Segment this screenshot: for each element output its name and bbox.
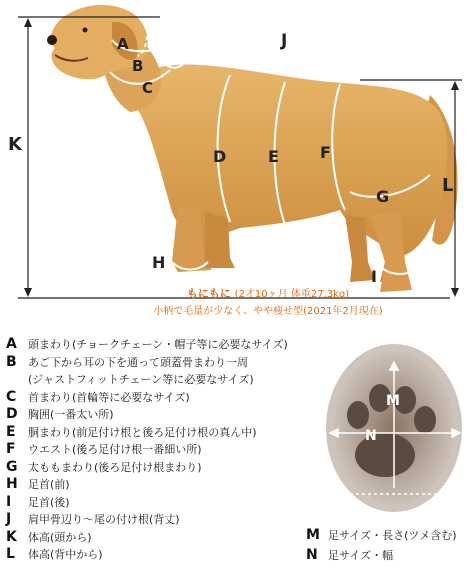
legend-text: あご下から耳の下を通って頭蓋骨まわり一周 bbox=[28, 355, 248, 369]
legend-text: (ジャストフィットチェーン等に必要なサイズ) bbox=[28, 373, 254, 386]
legend-text: 胸囲(一番太い所) bbox=[28, 408, 114, 421]
label-n: N bbox=[365, 428, 377, 444]
legend-text: 体高(背中から) bbox=[28, 548, 103, 561]
legend-key: C bbox=[6, 388, 17, 405]
paw-legend bbox=[306, 527, 456, 567]
label-b: B bbox=[132, 57, 144, 75]
legend-row bbox=[6, 511, 336, 529]
label-l: L bbox=[442, 175, 454, 196]
dog-description: 小柄で毛量が少なく、やや痩せ型(2021年2月現在) bbox=[153, 306, 383, 317]
measurement-legend bbox=[6, 336, 336, 564]
legend-row bbox=[6, 389, 336, 407]
dog-illustration bbox=[47, 5, 458, 292]
legend-key: A bbox=[6, 336, 17, 352]
legend-key: L bbox=[6, 546, 15, 562]
label-e: E bbox=[268, 147, 279, 166]
legend-row bbox=[306, 547, 456, 567]
label-d: D bbox=[213, 147, 227, 166]
legend-text: 胴まわり(前足付け根と後ろ足付け根の真ん中) bbox=[28, 425, 257, 439]
legend-row bbox=[306, 527, 456, 547]
legend-row bbox=[6, 336, 336, 354]
label-g: G bbox=[376, 187, 390, 206]
legend-row bbox=[6, 354, 336, 372]
legend-key: D bbox=[6, 406, 18, 422]
legend-key: H bbox=[6, 476, 18, 492]
legend-text: 首まわり(首輪等に必要なサイズ) bbox=[28, 390, 190, 404]
legend-text: 足サイズ・長さ(ツメ含む) bbox=[328, 529, 457, 542]
legend-key: J bbox=[6, 511, 12, 527]
legend-key: I bbox=[6, 493, 12, 510]
legend-key: M bbox=[306, 527, 320, 543]
label-i: I bbox=[371, 267, 377, 286]
label-k: K bbox=[8, 134, 22, 155]
legend-key: E bbox=[6, 423, 16, 440]
label-m: M bbox=[386, 393, 400, 409]
dog-detail: (2才10ヶ月 体重27.3kg) bbox=[234, 289, 350, 300]
legend-row bbox=[6, 459, 336, 477]
legend-row bbox=[6, 529, 336, 547]
legend-text: 肩甲骨辺り〜尾の付け根(背丈) bbox=[28, 513, 180, 526]
label-c: C bbox=[142, 79, 154, 97]
legend-row bbox=[6, 424, 336, 442]
dog-name: もにもに bbox=[186, 287, 231, 300]
legend-row bbox=[6, 371, 336, 389]
legend-row bbox=[6, 406, 336, 424]
legend-key: F bbox=[6, 441, 16, 457]
legend-text: 足首(前) bbox=[28, 478, 70, 491]
legend-key: B bbox=[6, 353, 17, 370]
label-h: H bbox=[152, 253, 166, 272]
legend-row bbox=[6, 441, 336, 459]
paw-photo bbox=[326, 344, 462, 512]
label-f: F bbox=[320, 143, 331, 162]
label-j: J bbox=[281, 31, 288, 51]
legend-row bbox=[6, 546, 336, 564]
legend-text: ウエスト(後ろ足付け根一番細い所) bbox=[28, 443, 202, 456]
legend-text: 頭まわり(チョークチェーン・帽子等に必要なサイズ) bbox=[28, 338, 288, 351]
legend-text: 体高(頭から) bbox=[28, 530, 92, 544]
legend-row bbox=[6, 494, 336, 512]
legend-text: 足首(後) bbox=[28, 495, 70, 509]
legend-row bbox=[6, 476, 336, 494]
legend-key: N bbox=[306, 547, 318, 563]
legend-key: K bbox=[6, 528, 17, 545]
legend-key: G bbox=[6, 458, 18, 475]
label-a: A bbox=[117, 35, 129, 53]
legend-text: 太ももまわり(後ろ足付け根まわり) bbox=[28, 460, 202, 474]
dog-name-caption bbox=[118, 285, 418, 301]
legend-text: 足サイズ・幅 bbox=[328, 549, 394, 562]
